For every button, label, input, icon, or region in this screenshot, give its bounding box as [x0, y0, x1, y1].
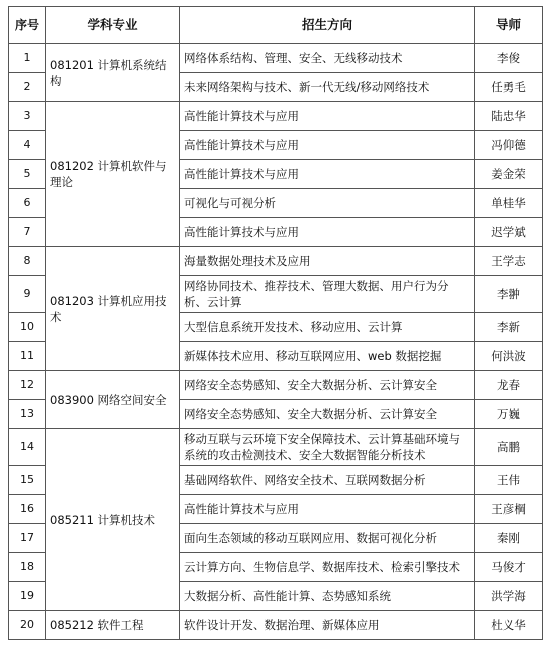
direction-cell: 网络安全态势感知、安全大数据分析、云计算安全 — [180, 400, 475, 429]
table-row — [9, 102, 543, 131]
table-row — [9, 429, 543, 466]
mentor-cell: 洪学海 — [475, 582, 543, 611]
mentor-cell: 王彦棡 — [475, 495, 543, 524]
direction-cell: 大数据分析、高性能计算、态势感知系统 — [180, 582, 475, 611]
mentor-cell: 秦刚 — [475, 524, 543, 553]
direction-cell: 大型信息系统开发技术、移动应用、云计算 — [180, 313, 475, 342]
row-number: 15 — [9, 466, 46, 495]
mentor-cell: 李翀 — [475, 276, 543, 313]
mentor-cell: 李新 — [475, 313, 543, 342]
table-body — [9, 44, 543, 640]
header-row — [9, 7, 543, 44]
direction-cell: 高性能计算技术与应用 — [180, 495, 475, 524]
header-direction: 招生方向 — [180, 7, 475, 44]
major-cell: 085212 软件工程 — [46, 611, 180, 640]
table-row — [9, 611, 543, 640]
mentor-cell: 陆忠华 — [475, 102, 543, 131]
mentor-cell: 任勇毛 — [475, 73, 543, 102]
table-row — [9, 371, 543, 400]
row-number: 6 — [9, 189, 46, 218]
header-no: 序号 — [9, 7, 46, 44]
row-number: 8 — [9, 247, 46, 276]
row-number: 20 — [9, 611, 46, 640]
row-number: 9 — [9, 276, 46, 313]
row-number: 14 — [9, 429, 46, 466]
header-major: 学科专业 — [46, 7, 180, 44]
mentor-cell: 冯仰德 — [475, 131, 543, 160]
mentor-cell: 马俊才 — [475, 553, 543, 582]
direction-cell: 高性能计算技术与应用 — [180, 218, 475, 247]
row-number: 12 — [9, 371, 46, 400]
header-mentor: 导师 — [475, 7, 543, 44]
major-cell: 085211 计算机技术 — [46, 429, 180, 611]
direction-cell: 网络安全态势感知、安全大数据分析、云计算安全 — [180, 371, 475, 400]
direction-cell: 高性能计算技术与应用 — [180, 160, 475, 189]
row-number: 7 — [9, 218, 46, 247]
mentor-cell: 万巍 — [475, 400, 543, 429]
direction-cell: 云计算方向、生物信息学、数据库技术、检索引擎技术 — [180, 553, 475, 582]
direction-cell: 高性能计算技术与应用 — [180, 102, 475, 131]
row-number: 17 — [9, 524, 46, 553]
row-number: 3 — [9, 102, 46, 131]
row-number: 10 — [9, 313, 46, 342]
major-cell: 081202 计算机软件与理论 — [46, 102, 180, 247]
admissions-table-container — [8, 6, 543, 640]
row-number: 16 — [9, 495, 46, 524]
direction-cell: 移动互联与云环境下安全保障技术、云计算基础环境与系统的攻击检测技术、安全大数据智能分析技术 — [180, 429, 475, 466]
row-number: 19 — [9, 582, 46, 611]
direction-cell: 面向生态领域的移动互联网应用、数据可视化分析 — [180, 524, 475, 553]
admissions-table — [8, 6, 543, 640]
direction-cell: 网络体系结构、管理、安全、无线移动技术 — [180, 44, 475, 73]
row-number: 1 — [9, 44, 46, 73]
mentor-cell: 李俊 — [475, 44, 543, 73]
row-number: 2 — [9, 73, 46, 102]
mentor-cell: 高鹏 — [475, 429, 543, 466]
major-cell: 083900 网络空间安全 — [46, 371, 180, 429]
major-cell: 081203 计算机应用技术 — [46, 247, 180, 371]
row-number: 18 — [9, 553, 46, 582]
table-row — [9, 247, 543, 276]
major-cell: 081201 计算机系统结构 — [46, 44, 180, 102]
direction-cell: 软件设计开发、数据治理、新媒体应用 — [180, 611, 475, 640]
direction-cell: 新媒体技术应用、移动互联网应用、web 数据挖掘 — [180, 342, 475, 371]
direction-cell: 高性能计算技术与应用 — [180, 131, 475, 160]
mentor-cell: 姜金荣 — [475, 160, 543, 189]
direction-cell: 可视化与可视分析 — [180, 189, 475, 218]
mentor-cell: 杜义华 — [475, 611, 543, 640]
mentor-cell: 龙春 — [475, 371, 543, 400]
mentor-cell: 王伟 — [475, 466, 543, 495]
direction-cell: 未来网络架构与技术、新一代无线/移动网络技术 — [180, 73, 475, 102]
row-number: 5 — [9, 160, 46, 189]
table-row — [9, 44, 543, 73]
row-number: 4 — [9, 131, 46, 160]
mentor-cell: 何洪波 — [475, 342, 543, 371]
row-number: 11 — [9, 342, 46, 371]
mentor-cell: 迟学斌 — [475, 218, 543, 247]
mentor-cell: 单桂华 — [475, 189, 543, 218]
mentor-cell: 王学志 — [475, 247, 543, 276]
direction-cell: 基础网络软件、网络安全技术、互联网数据分析 — [180, 466, 475, 495]
direction-cell: 海量数据处理技术及应用 — [180, 247, 475, 276]
row-number: 13 — [9, 400, 46, 429]
direction-cell: 网络协同技术、推荐技术、管理大数据、用户行为分析、云计算 — [180, 276, 475, 313]
